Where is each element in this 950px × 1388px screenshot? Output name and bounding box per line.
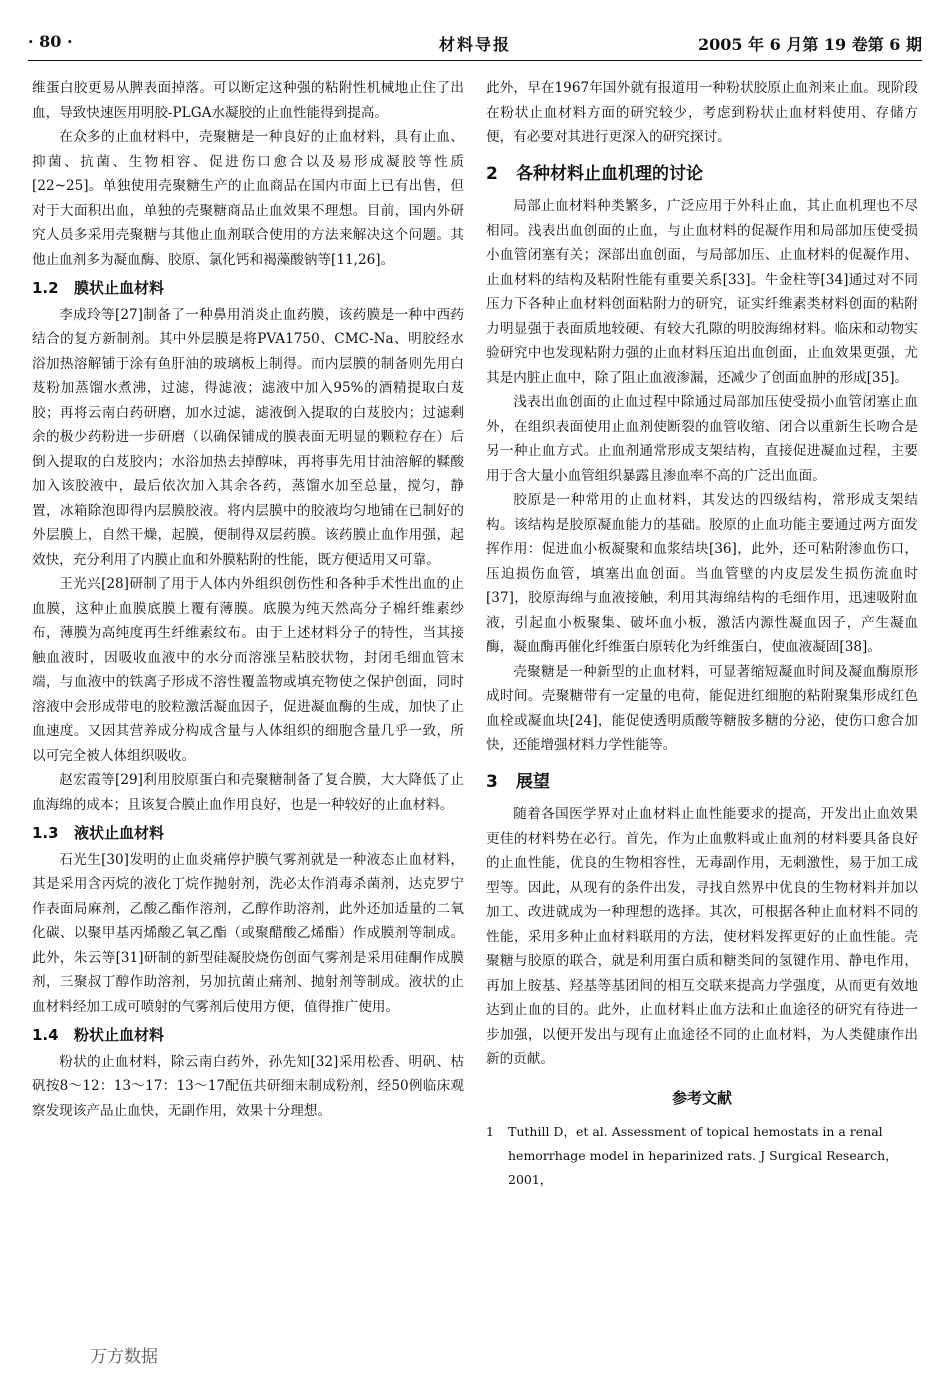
paragraph: 粉状的止血材料，除云南白药外，孙先知[32]采用松香、明矾、枯矾按8～12：13～17：13～17配伍共研细末制成粉剂，经50例临床观察发现该产品止血快，无副作用，效果十分理想。: [32, 1053, 464, 1119]
paragraph: 此外，早在1967年国外就有报道用一种粉状胶原止血剂来止血。现阶段在粉状止血材料方面的研究较少，考虑到粉状止血材料使用、存储方便，有必要对其进行更深入的研究探讨。: [486, 80, 918, 145]
page-number: · 80 ·: [28, 32, 73, 51]
paragraph: 石光生[30]发明的止血炎痛停护膜气雾剂就是一种液态止血材料，其是采用含丙烷的液化丁烷作抛射剂，洗必太作消毒杀菌剂，达克罗宁作表面局麻剂，乙酸乙酯作溶剂，乙醇作助溶剂，此外还加适量的二氧化碳、以聚甲基丙烯酸乙氧乙酯（或聚醋酸乙烯酯）作成膜剂等制成。此外，朱云等[31]研制的新型硅凝胶烧伤创面气雾剂是采用硅酮作成膜剂，三聚叔丁醇作助溶剂，另加抗菌止痛剂、抛射剂等制成。液状的止血材料经加工成可喷射的气雾剂后使用方便，值得推广使用。: [32, 851, 464, 1015]
journal-title: 材料导报: [438, 35, 511, 54]
header-rule: [28, 60, 922, 61]
left-column: [32, 76, 464, 1123]
paragraph: 浅表出血创面的止血过程中除通过局部加压使受损小血管闭塞止血外，在组织表面使用止血剂使断裂的血管收缩、闭合以重新生长吻合是另一种止血方式。止血剂通常形成支架结构，直接促进凝血过程，主要用于含大量小血管组织暴露且渗血率不高的广泛出血面。: [486, 394, 918, 484]
reference-item: 1 Tuthill D，et al. Assessment of topical hemostats in a renal hemorrhage model in heparinized rats. J Surgical Research，2001，: [486, 1124, 898, 1187]
paragraph: 胶原是一种常用的止血材料，其发达的四级结构，常形成支架结构。该结构是胶原凝血能力的基础。胶原的止血功能主要通过两方面发挥作用：促进血小板凝聚和血浆结块[36]，此外，还可粘附渗血伤口，压迫损伤血管，填塞出血创面。当血管壁的内皮层发生损伤流血时[37]，胶原海绵与血液接触，利用其海绵结构的毛细作用，迅速吸附血液，引起血小板聚集、破坏血小板，激活内源性凝血因子，产生凝血酶，凝血酶再催化纤维蛋白原转化为纤维蛋白，使血液凝固[38]。: [486, 492, 918, 655]
paragraph: 随着各国医学界对止血材料止血性能要求的提高，开发出止血效果更佳的材料势在必行。首先，作为止血敷料或止血剂的材料要具备良好的止血性能，优良的生物相容性，无毒副作用，无刺激性，易于加工成型等。因此，从现有的条件出发，寻找自然界中优良的生物材料并加以加工、改进就成为一种理想的选择。其次，可根据各种止血材料不同的性能，采用多种止血材料联用的方法，使材料发挥更好的止血性能。壳聚糖与胶原的联合，就是利用蛋白质和糖类间的氢键作用、静电作用，再加上胺基、羟基等基团间的相互交联来提高力学强度，从而更有效地达到止血的目的。此外，止血材料止血方法和止血途径的研究有待进一步加强，以便开发出与现有止血途径不同的止血材料，为人类健康作出新的贡献。: [486, 806, 918, 1067]
paragraph: 赵宏霞等[29]利用胶原蛋白和壳聚糖制备了复合膜，大大降低了止血海绵的成本；且该复合膜止血作用良好，也是一种较好的止血材料。: [32, 772, 464, 813]
paragraph: 壳聚糖是一种新型的止血材料，可显著缩短凝血时间及凝血酶原形成时间。壳聚糖带有一定量的电荷，能促进红细胞的粘附聚集形成红色血栓或凝血块[24]，能促使透明质酸等糖胺多糖的分泌，使伤口愈合加快，还能增强材料力学性能等。: [486, 663, 918, 753]
section-heading-1-3: 1.3 液状止血材料: [32, 824, 165, 842]
section-heading-2: 2 各种材料止血机理的讨论: [486, 163, 703, 184]
section-heading-1-4: 1.4 粉状止血材料: [32, 1026, 165, 1044]
paragraph: 李成玲等[27]制备了一种鼻用消炎止血药膜，该药膜是一种中西药结合的复方新制剂。其中外层膜是将PVA1750、CMC-Na、明胶经水浴加热溶解铺于涂有鱼肝油的玻璃板上制得。而内层膜的制备则先用白芨粉加蒸馏水煮沸，过滤，得滤液；滤液中加入95%的酒精提取白芨胶；再将云南白药研磨，加水过滤，滤液倒入提取的白芨胶内；过滤剩余的极少药粉进一步研磨（以确保铺成的膜表面无明显的颗粒存在）后倒入提取的白芨胶内；水浴加热去掉醇味，再将事先用甘油溶解的鞣酸加入该胶液中，最后依次加入其余各药，蒸馏水加至总量，搅匀，静置，冰箱除泡即得内层膜胶液。将内层膜中的胶液均匀地铺在已制好的外层膜上，自然干燥，起膜，便制得双层药膜。该药膜止血作用强，起效快，充分利用了内膜止血和外膜粘附的性能，既方便适用又可靠。: [32, 306, 464, 568]
paragraph: 维蛋白胶更易从脾表面掉落。可以断定这种强的粘附性机械地止住了出血，导致快速医用明胶-PLGA水凝胶的止血性能得到提高。: [32, 80, 464, 121]
section-heading-1-2: 1.2 膜状止血材料: [32, 279, 165, 297]
issue-info: 2005 年 6 月第 19 卷第 6 期: [697, 35, 922, 54]
paragraph: 局部止血材料种类繁多，广泛应用于外科止血，其止血机理也不尽相同。浅表出血创面的止血，与止血材料的促凝作用和局部加压使受损小血管闭塞有关；深部出血创面，与局部加压、止血材料的促凝作用、止血材料的结构及粘附性能有重要关系[33]。牛金柱等[34]通过对不同压力下各种止血材料创面粘附力的研究，证实纤维素类材料创面的粘附力明显强于表面质地较硬、有较大孔隙的明胶海绵材料。临床和动物实验研究中也发现粘附力强的止血材料压迫出血创面，止血效果更强，尤其是内脏止血中，除了阻止血液渗漏，还减少了创面血肿的形成[35]。: [486, 198, 918, 386]
page-header: [28, 30, 922, 58]
paragraph: 王光兴[28]研制了用于人体内外组织创伤性和各种手术性出血的止血膜，这种止血膜底膜上覆有薄膜。底膜为纯天然高分子棉纤维素纱布，薄膜为高纯度再生纤维素纹布。由于上述材料分子的特性，当其接触血液时，因吸收血液中的水分而溶涨呈粘胶状物，封闭毛细血管末端，与血液中的铁离子形成不溶性覆盖物或填充物使之保护创面，同时溶液中会形成带电的胶粒激活凝血因子，促进凝血酶的生成，加快了止血速度。又因其营养成分构成含量与人体组织的细胞含量几乎一致，所以可完全被人体组织吸收。: [32, 576, 464, 764]
references-heading: 参考文献: [671, 1088, 732, 1107]
right-column: [486, 76, 918, 1192]
paragraph: 在众多的止血材料中，壳聚糖是一种良好的止血材料，具有止血、抑菌、抗菌、生物相容、促进伤口愈合以及易形成凝胶等性质[22~25]。单独使用壳聚糖生产的止血商品在国内市面上已有出售，但对于大面积出血，单独的壳聚糖商品止血效果不理想。目前，国内外研究人员多采用壳聚糖与其他止血剂联合使用的方法来解决这个问题。其他止血剂多为凝血酶、胶原、氯化钙和褐藻酸钠等[11,26]。: [32, 129, 464, 268]
section-heading-3: 3 展望: [486, 771, 550, 792]
watermark-text: 万方数据: [90, 1347, 158, 1367]
